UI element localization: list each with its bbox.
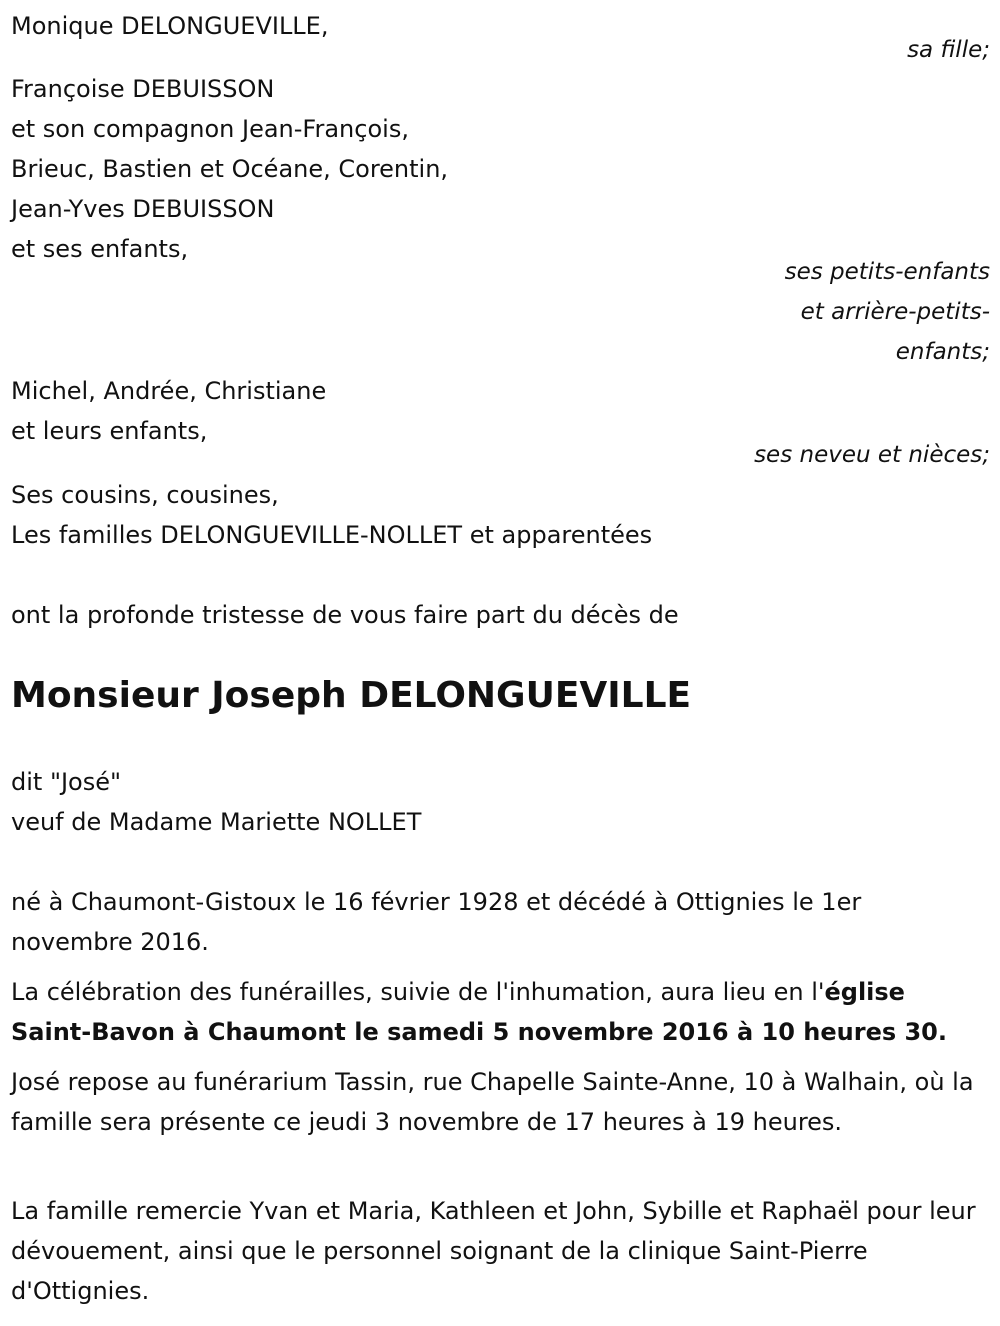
thanks-paragraph: La famille remercie Yvan et Maria, Kathleen et John, Sybille et Raphaël pour leur dévouement, ainsi que le personnel soignant de la clinique Saint-Pierre d'Ottignies. [11,1197,976,1305]
deceased-name: Monsieur Joseph DELONGUEVILLE [11,675,692,716]
grandchildren-line: Brieuc, Bastien et Océane, Corentin, [11,155,449,183]
nephews-line: et leurs enfants, [11,417,208,445]
cousins-line: Ses cousins, cousines, [11,481,279,509]
cousins-line: Les familles DELONGUEVILLE-NOLLET et apparentées [11,521,653,549]
nephews-line: Michel, Andrée, Christiane [11,377,327,405]
deceased-nickname: dit "José" [11,768,122,796]
funeral-paragraph [11,972,986,1052]
grandchildren-line: Jean-Yves DEBUISSON [11,195,275,223]
grandchildren-line: et son compagnon Jean-François, [11,115,409,143]
funeral-details: église Saint-Bavon à Chaumont le samedi 5 novembre 2016 à 10 heures 30. [11,978,947,1046]
grandchildren-relation-line: enfants; [895,339,990,365]
daughter-name: Monique DELONGUEVILLE, [11,12,329,40]
nephews-relation: ses neveu et nièces; [754,442,990,468]
grandchildren-line: et ses enfants, [11,235,189,263]
daughter-relation: sa fille; [907,37,990,63]
announcement-text: ont la profonde tristesse de vous faire part du décès de [11,601,679,629]
deceased-details [11,762,989,842]
daughter-block [11,6,989,46]
cousins-block [11,475,989,555]
grandchildren-block [11,69,989,269]
repose-paragraph: José repose au funérarium Tassin, rue Chapelle Sainte-Anne, 10 à Walhain, où la famille sera présente ce jeudi 3 novembre de 17 heures à 19 heures. [11,1068,974,1136]
grandchildren-relation-line: ses petits-enfants [784,259,990,285]
deceased-widower: veuf de Madame Mariette NOLLET [11,808,422,836]
grandchildren-line: Françoise DEBUISSON [11,75,275,103]
grandchildren-relation-line: et arrière-petits- [800,299,990,325]
birth-death-paragraph: né à Chaumont-Gistoux le 16 février 1928 et décédé à Ottignies le 1er novembre 2016. [11,888,862,956]
grandchildren-relation [785,252,990,372]
funeral-intro: La célébration des funérailles, suivie de l'inhumation, aura lieu en l' [11,978,825,1006]
